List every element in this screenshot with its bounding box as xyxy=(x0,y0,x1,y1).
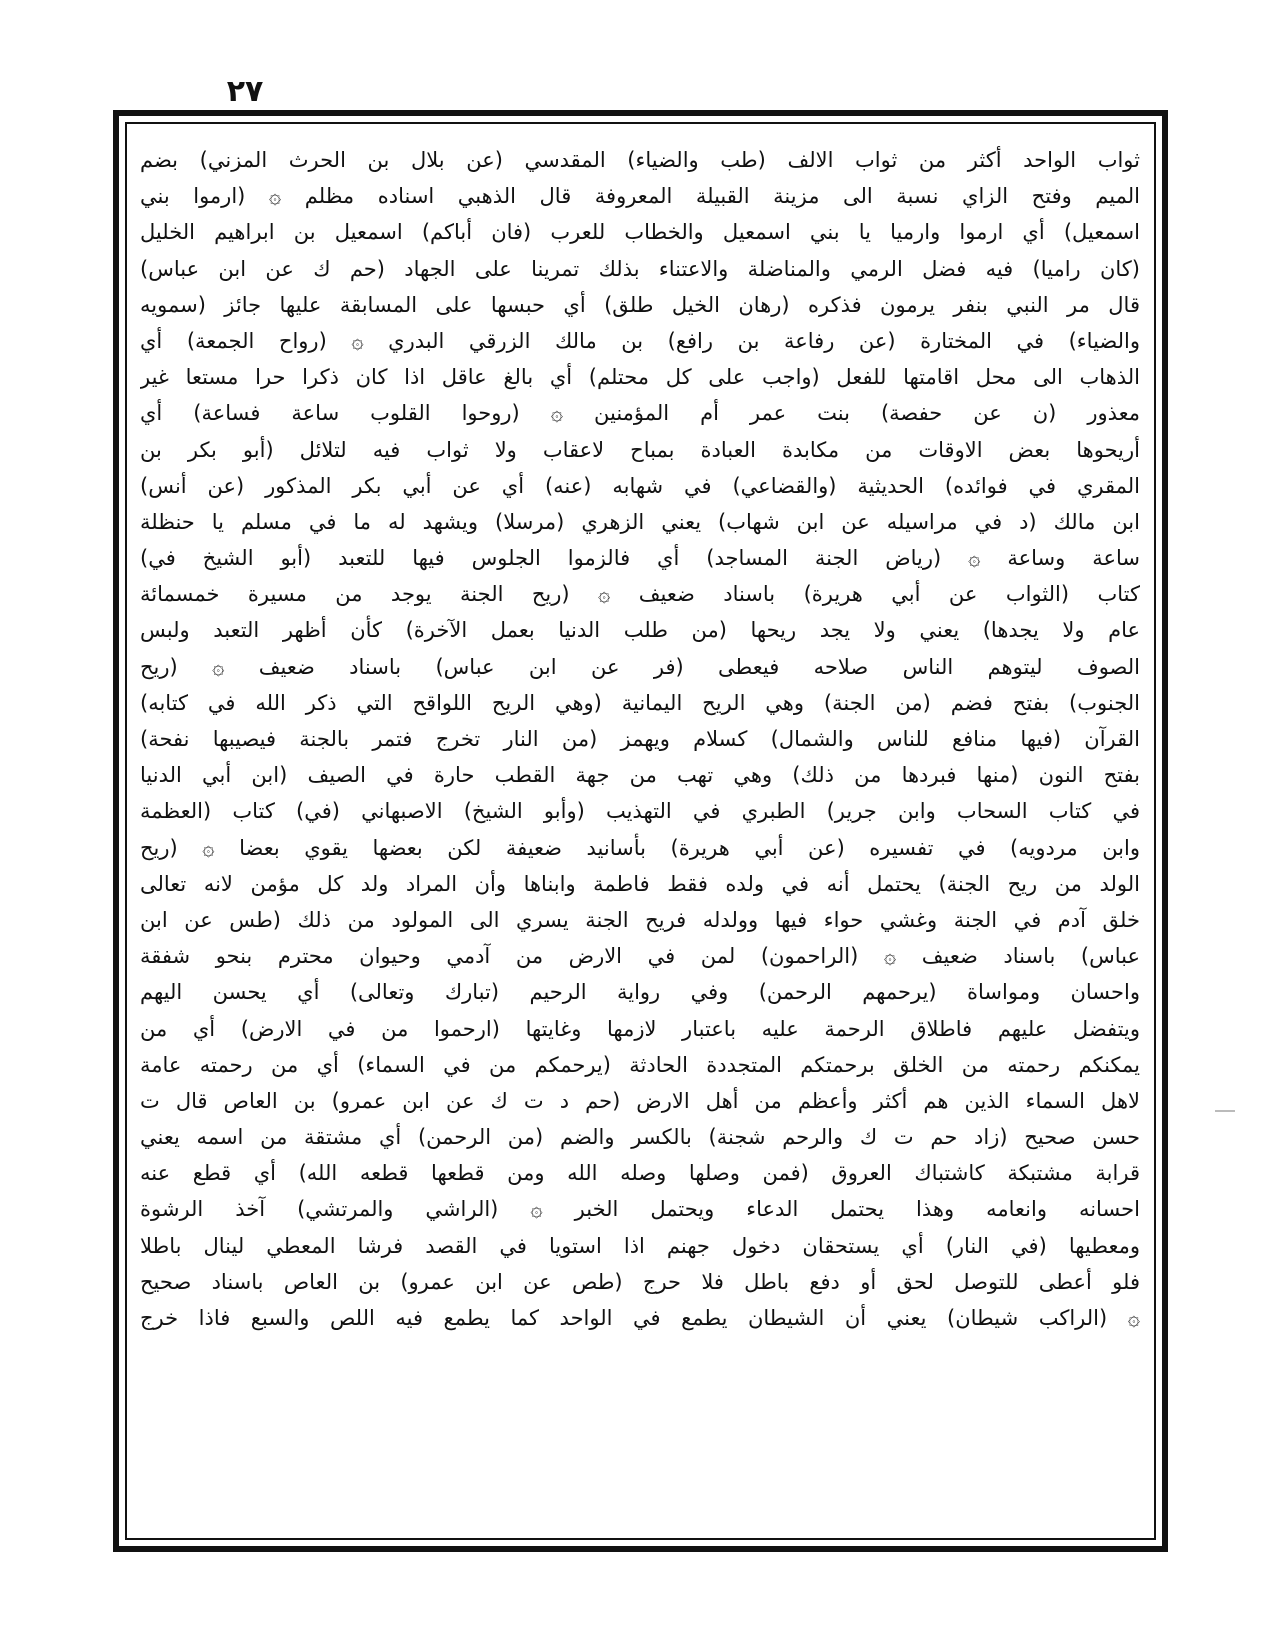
text-line: ثواب الواحد أكثر من ثواب الالف (طب والضياء) المقدسي (عن بلال بن الحرث المزني) بضم xyxy=(140,148,1140,172)
text-line: يمكنكم رحمته من الخلق برحمتكم المتجددة الحادثة (يرحمكم من في السماء) أي من رحمته عامة xyxy=(140,1052,1140,1077)
margin-mark xyxy=(1215,1110,1235,1112)
text-line: عام ولا يجدها) يعني ولا يجد ريحها (من طلب الدنيا بعمل الآخرة) كأن أظهر التعبد ولبس xyxy=(140,618,1140,643)
text-block xyxy=(140,142,1140,1527)
text-line: ويتفضل عليهم فاطلاق الرحمة عليه باعتبار لازمها وغايتها (ارحموا من في الارض) أي من xyxy=(140,1016,1140,1041)
text-line: قرابة مشتبكة كاشتباك العروق (فمن وصلها وصله الله ومن قطعها قطعه الله) أي قطع عنه xyxy=(140,1161,1140,1186)
text-line: واحسان ومواساة (يرحمهم الرحمن) وفي رواية الرحيم (تبارك وتعالى) أي يحسن اليهم xyxy=(140,980,1140,1005)
text-line: بفتح النون (منها فبردها من ذلك) وهي تهب من جهة القطب حارة في الصيف (ابن أبي الدنيا xyxy=(140,763,1140,788)
text-line: ابن مالك (د في مراسيله عن ابن شهاب) يعني الزهري (مرسلا) ويشهد له ما في مسلم يا حنظلة xyxy=(140,509,1140,534)
text-line: (كان راميا) فيه فضل الرمي والمناضلة والاعتناء بذلك تمرينا على الجهاد (حم ك عن ابن عباس) xyxy=(140,256,1140,281)
text-line: قال مر النبي بنفر يرمون فذكره (رهان الخيل طلق) أي حبسها على المسابقة عليها جائز (سمويه xyxy=(140,292,1140,317)
page-number: ٢٧ xyxy=(226,74,264,109)
text-line: أريحوها بعض الاوقات من مكابدة العبادة بمباح لاعقاب ولا ثواب فيه لتلائل (أبو بكر بن xyxy=(140,437,1140,462)
text-line: اسمعيل) أي ارموا وارميا يا بني اسمعيل والخطاب للعرب (فان أباكم) اسمعيل بن ابراهيم الخليل xyxy=(140,220,1140,245)
text-line: عباس) باسناد ضعيف ۞ (الراحمون) لمن في الارض من آدمي وحيوان محترم بنحو شفقة xyxy=(140,944,1140,969)
text-line: الولد من ريح الجنة) يحتمل أنه في ولده فقط فاطمة وابناها وأن المراد ولد كل مؤمن لانه تعالى xyxy=(140,871,1140,896)
text-line: خلق آدم في الجنة وغشي حواء فيها وولدله فريح الجنة يسري الى المولود من ذلك (طس عن ابن xyxy=(140,907,1140,932)
text-line: الجنوب) بفتح فضم (من الجنة) وهي الريح اليمانية (وهي الريح اللواقح التي ذكر الله في كتابه) xyxy=(140,690,1140,715)
text-line: معذور (ن عن حفصة) بنت عمر أم المؤمنين ۞ (روحوا القلوب ساعة فساعة) أي xyxy=(140,401,1140,426)
text-line: والضياء) في المختارة (عن رفاعة بن رافع) بن مالك الزرقي البدري ۞ (رواح الجمعة) أي xyxy=(140,328,1140,353)
text-line: القرآن (فيها منافع للناس والشمال) كسلام ويهمز (من النار تخرج فتمر بالجنة فيصيبها نفحة) xyxy=(140,727,1140,751)
text-line: كتاب (الثواب عن أبي هريرة) باسناد ضعيف ۞ (ريح الجنة يوجد من مسيرة خمسمائة xyxy=(140,582,1140,607)
text-line: لاهل السماء الذين هم أكثر وأعظم من أهل الارض (حم د ت ك عن ابن عمرو) بن العاص قال ت xyxy=(140,1088,1140,1113)
text-line: ۞ (الراكب شيطان) يعني أن الشيطان يطمع في الواحد كما يطمع فيه اللص والسبع فاذا خرج xyxy=(140,1306,1140,1330)
text-line: حسن صحيح (زاد حم ت ك والرحم شجنة) بالكسر والضم (من الرحمن) أي مشتقة من اسمه يعني xyxy=(140,1125,1140,1150)
text-line: في كتاب السحاب وابن جرير) الطبري في التهذيب (وأبو الشيخ) الاصبهاني (في) كتاب (العظمة xyxy=(140,799,1140,824)
text-line: الصوف ليتوهم الناس صلاحه فيعطى (فر عن ابن عباس) باسناد ضعيف ۞ (ريح xyxy=(140,654,1140,679)
text-line: الذهاب الى محل اقامتها للفعل (واجب على كل محتلم) أي بالغ عاقل اذا كان ذكرا حرا مستعا غير xyxy=(140,365,1140,390)
text-line: الميم وفتح الزاي نسبة الى مزينة القبيلة المعروفة قال الذهبي اسناده مظلم ۞ (ارموا بني xyxy=(140,184,1140,209)
text-line: ومعطيها (في النار) أي يستحقان دخول جهنم اذا استويا في القصد فرشا المعطي لينال باطلا xyxy=(140,1233,1140,1258)
text-line: المقري في فوائده) الحديثية (والقضاعي) في شهابه (عنه) أي عن أبي بكر المذكور (عن أنس) xyxy=(140,473,1140,498)
text-line: احسانه وانعامه وهذا يحتمل الدعاء ويحتمل الخبر ۞ (الراشي والمرتشي) آخذ الرشوة xyxy=(140,1197,1140,1222)
text-line: وابن مردويه) في تفسيره (عن أبي هريرة) بأسانيد ضعيفة لكن بعضها يقوي بعضا ۞ (ريح xyxy=(140,835,1140,860)
text-line: فلو أعطى للتوصل لحق أو دفع باطل فلا حرج (طص عن ابن عمرو) بن العاص باسناد صحيح xyxy=(140,1269,1140,1294)
text-line: ساعة وساعة ۞ (رياض الجنة المساجد) أي فالزموا الجلوس فيها للتعبد (أبو الشيخ في) xyxy=(140,546,1140,571)
